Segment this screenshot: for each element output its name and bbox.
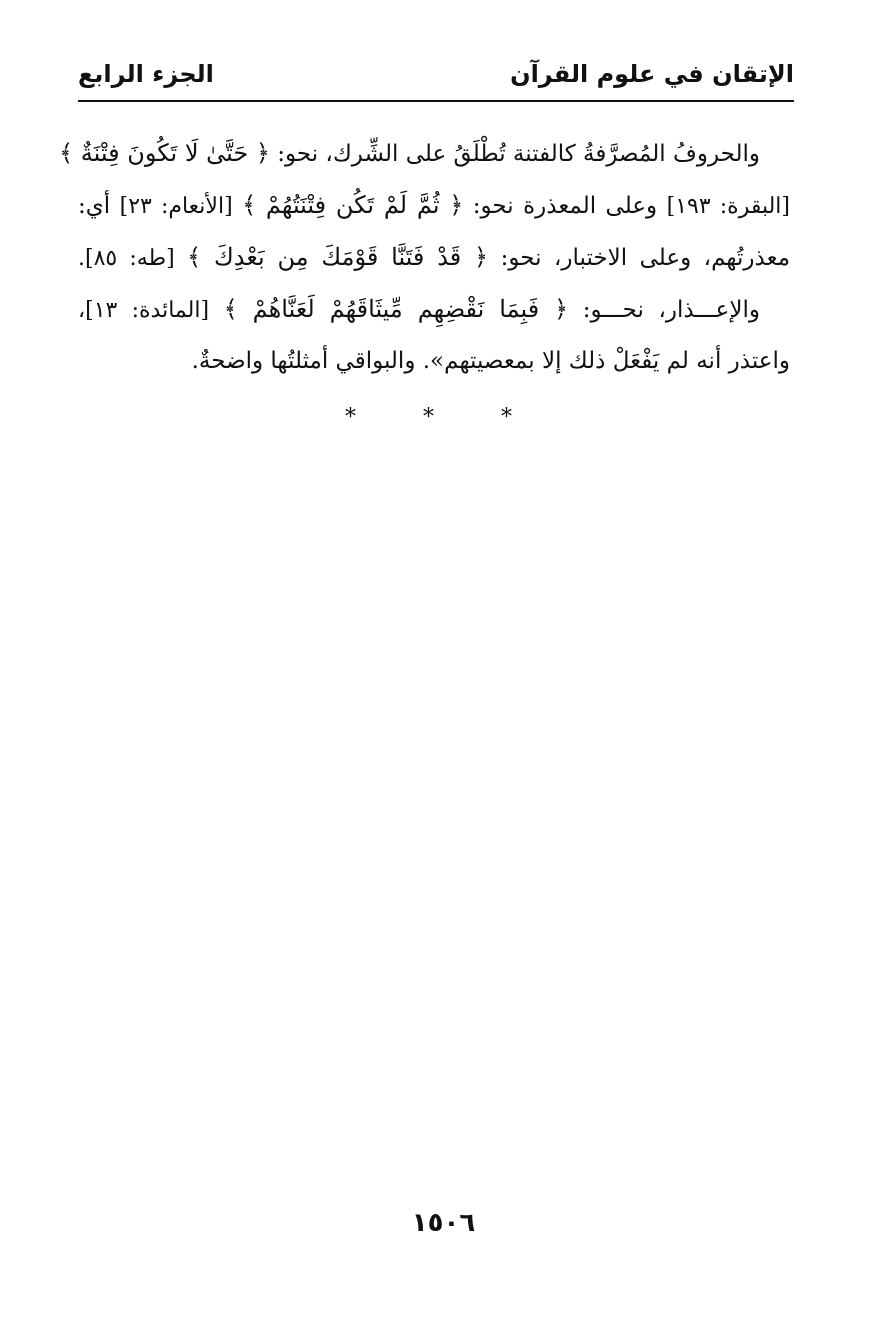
quran-verse-1: ﴿ حَتَّىٰ لَا تَكُونَ فِتْنَةٌ ﴾: [59, 139, 270, 167]
line5-text2: والبواقي أمثلتُها واضحةٌ.: [191, 348, 416, 374]
line1-text: والحروفُ المُصرَّفةُ كالفتنة تُطْلَقُ على الشِّرك، نحو:: [277, 141, 760, 167]
text-line-3: [78, 231, 790, 283]
page-header: [78, 54, 794, 98]
body-text: [59, 127, 791, 387]
line2-text2: أي:: [78, 193, 111, 219]
part-title: الجزء الرابع: [78, 60, 214, 88]
text-line-4: [78, 283, 790, 335]
line4-text: والإعـــذار، نحـــو:: [582, 297, 761, 323]
text-line-1: [59, 127, 790, 179]
quran-verse-3: ﴿ قَدْ فَتَنَّا قَوْمَكَ مِن بَعْدِكَ ﴾: [187, 243, 489, 271]
text-line-5: [78, 335, 790, 387]
page-number: ١٥٠٦: [411, 1208, 476, 1238]
line2-text1: وعلى المعذرة نحو:: [472, 193, 658, 219]
quran-verse-2: ﴿ ثُمَّ لَمْ تَكُن فِتْنَتُهُمْ ﴾: [242, 191, 464, 219]
book-title: الإتقان في علوم القرآن: [510, 60, 794, 88]
line3-text: معذرتُهم، وعلى الاختبار، نحو:: [500, 245, 791, 271]
reference-baqara: [البقرة: ١٩٣]: [666, 194, 790, 219]
quran-verse-4: ﴿ فَبِمَا نَقْضِهِم مِّيثَاقَهُمْ لَعَنَّاهُمْ ﴾: [223, 295, 569, 323]
line5-text1: واعتذر أنه لم يَفْعَلْ ذلك إلا بمعصيتهم».: [422, 348, 790, 374]
header-rule: [78, 100, 794, 102]
reference-anam: [الأنعام: ٢٣]: [119, 194, 233, 219]
text-line-2: [78, 179, 790, 231]
reference-taha: [طه: ٨٥].: [78, 246, 175, 271]
section-separator: * * *: [345, 405, 542, 430]
reference-maida: [المائدة: ١٣]،: [78, 298, 210, 323]
